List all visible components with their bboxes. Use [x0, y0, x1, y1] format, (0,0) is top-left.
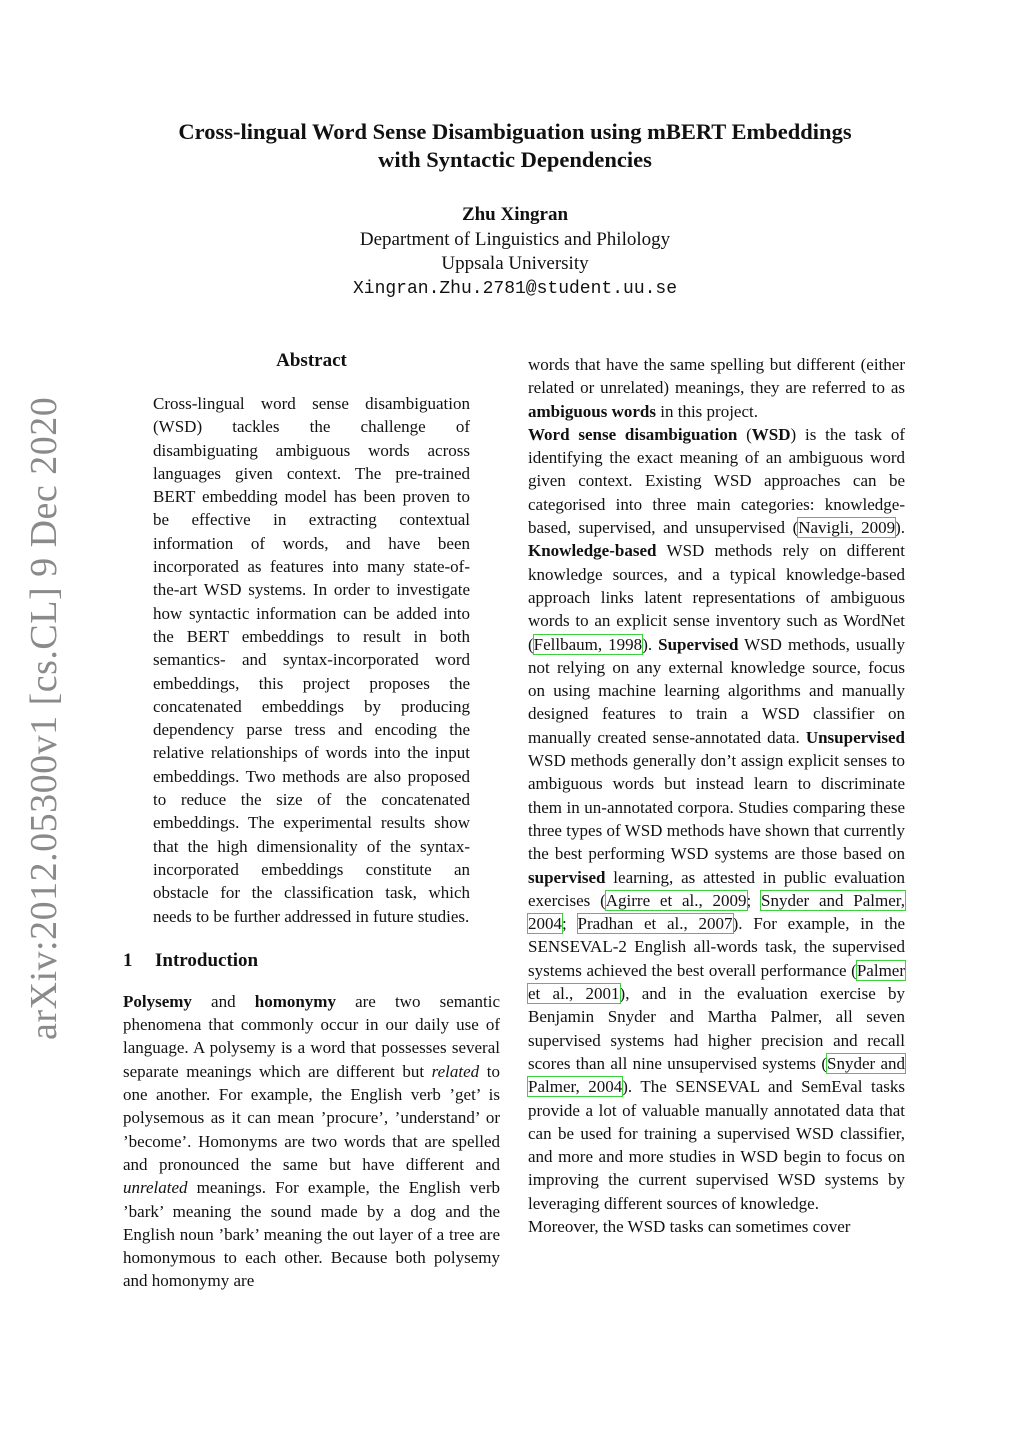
term-homonymy: homonymy — [254, 991, 336, 1011]
emph-unrelated: unrelated — [123, 1178, 188, 1198]
author-university: Uppsala University — [441, 253, 589, 274]
citation-link[interactable]: Fellbaum, 1998 — [533, 634, 643, 654]
text-run: ). — [642, 634, 659, 654]
abstract-text: Cross-lingual word sense disambiguation (WSD) tackles the challenge of disambiguating ambiguous words across languages given context. The pre-trained BERT embedding model has been proven to be effective in extracting contextual information of words, and have been incorporated as features into many state-of-the-art WSD systems. In order to investigate how syntactic information can be added into the BERT embeddings to result in both semantics- and syntax-incorporated word embeddings, this project proposes the concatenated embeddings by producing dependency parse tress and encoding the relative relationships of words into the input embeddings. Two methods are also proposed to reduce the size of the concatenated embeddings. The experimental results show that the high dimensionality of the syntax-incorporated embeddings constitute an obstacle for the classification task, which needs to be further addressed in future studies. — [153, 394, 470, 926]
text-run: meanings. For example, the English verb ’bark’ meaning the sound made by a dog and the English noun ’bark’ meaning the out layer of a tree are homonymous to each other. Because both polysemy and homonymy are — [123, 1178, 500, 1291]
text-run: to one another. For example, the English verb ’get’ is polysemous as it can mean ’procure’, ’understand’ or ’become’. Homonyms are two words that are spelled and pronounced the same but have different and — [123, 1061, 500, 1174]
term-wsd-full: Word sense disambiguation — [528, 424, 738, 444]
section-heading-introduction — [123, 950, 500, 972]
text-run: WSD methods rely on different knowledge sources, and a typical knowledge-based approach links latent representations of ambiguous words to an explicit sense inventory such as WordNet ( — [528, 541, 905, 654]
title-line-1: Cross-lingual Word Sense Disambiguation using mBERT Embeddings — [178, 119, 852, 144]
section-number: 1 — [123, 949, 133, 971]
term-knowledge-based: Knowledge-based — [528, 541, 657, 561]
text-run: ), and in the evaluation exercise by Benjamin Snyder and Martha Palmer, all seven supervised systems had higher precision and recall scores than all nine unsupervised systems ( — [528, 984, 905, 1073]
author-email[interactable]: Xingran.Zhu.2781@student.uu.se — [352, 278, 678, 299]
author-block — [120, 203, 910, 301]
text-run: learning, as attested in public evaluation exercises ( — [528, 867, 905, 910]
text-run: WSD methods, usually not relying on any external knowledge source, focus on using machine learning algorithms and manually designed features to train a WSD classifier on manually created sense-annotated data. — [528, 634, 905, 747]
term-unsupervised: Unsupervised — [805, 727, 905, 747]
citation-link[interactable]: Agirre et al., 2009 — [605, 890, 747, 910]
text-run: in this project. — [656, 401, 758, 421]
text-run: words that have the same spelling but different (either related or unrelated) meanings, they are referred to as — [528, 355, 905, 398]
arxiv-side-stamp: arXiv:2012.05300v1 [cs.CL] 9 Dec 2020 — [23, 396, 65, 1040]
text-run: ) is the task of identifying the exact meaning of an ambiguous word given context. Existing WSD approaches can be categorised into three main categories: knowledge-based, supervised, and unsupervised ( — [528, 424, 905, 538]
intro-paragraph-1 — [123, 990, 500, 1293]
citation-link[interactable]: Snyder and Palmer, 2004 — [528, 1053, 906, 1097]
right-paragraph-2 — [528, 423, 905, 1215]
emph-related: related — [431, 1061, 480, 1081]
citation-link[interactable]: Navigli, 2009 — [798, 518, 896, 538]
text-run: are two semantic phenomena that commonly occur in our daily use of language. A polysemy is a word that possesses several separate meanings which are different but — [123, 991, 500, 1081]
citation-link[interactable]: Palmer et al., 2001 — [528, 960, 905, 1004]
right-paragraph-1 — [528, 353, 905, 423]
text-run: and — [191, 991, 255, 1011]
author-department: Department of Linguistics and Philology — [359, 228, 671, 250]
abstract-heading: Abstract — [276, 350, 347, 371]
left-column — [123, 350, 500, 1293]
term-polysemy: Polysemy — [123, 991, 192, 1011]
term-supervised-learning: supervised — [528, 867, 606, 887]
term-ambiguous-words: ambiguous words — [528, 401, 657, 421]
text-run: ( — [737, 424, 752, 444]
section-title: Introduction — [155, 949, 259, 971]
citation-link[interactable]: Pradhan et al., 2007 — [577, 914, 733, 934]
text-run: ; — [562, 914, 578, 934]
text-run: WSD methods generally don’t assign explicit senses to ambiguous words but instead learn to discriminate them in un-annotated corpora. Studies comparing these three types of WSD methods have shown that currently the best performing WSD systems are those based on — [528, 751, 905, 864]
text-run: ). — [895, 518, 905, 538]
text-run: ). The SENSEVAL and SemEval tasks provide a lot of valuable manually annotated data that can be used for training a supervised WSD classifier, and more and more studies in WSD begin to focus on improving the current supervised WSD systems by leveraging different sources of knowledge. — [528, 1077, 905, 1213]
term-supervised: Supervised — [658, 634, 739, 654]
text-run: ). For example, in the SENSEVAL-2 English all-words task, the supervised systems achieved the best overall performance ( — [528, 914, 905, 980]
term-wsd: WSD — [751, 424, 791, 444]
right-column — [528, 353, 905, 1238]
paper-title — [120, 118, 910, 174]
author-name: Zhu Xingran — [461, 204, 569, 225]
citation-link[interactable]: Snyder and Palmer, 2004 — [528, 890, 906, 934]
text-run: ; — [746, 890, 762, 910]
title-line-2: with Syntactic Dependencies — [378, 147, 652, 172]
right-paragraph-3: Moreover, the WSD tasks can sometimes cover — [528, 1216, 851, 1236]
